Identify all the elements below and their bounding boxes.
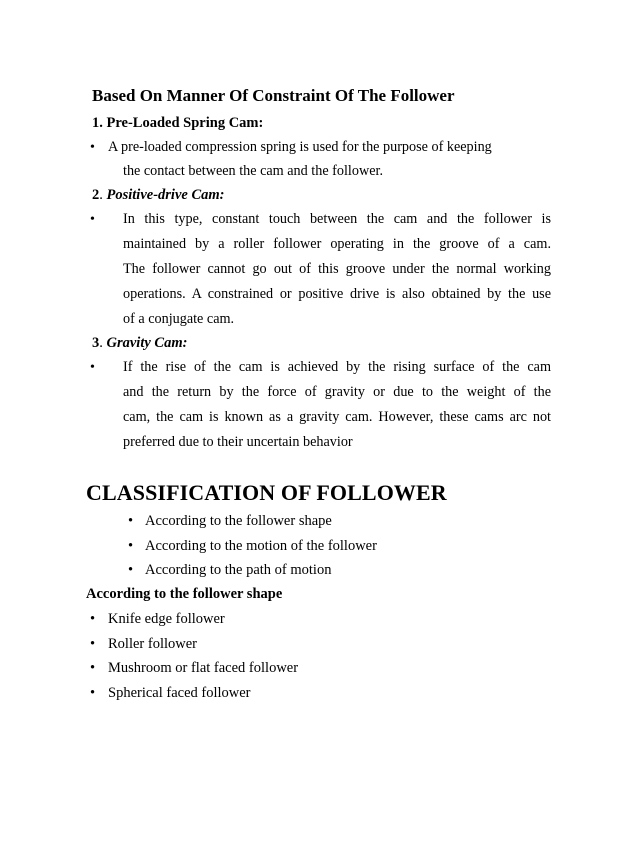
item-3-line-4: preferred due to their uncertain behavior xyxy=(123,434,353,450)
shape-item-1: Knife edge follower xyxy=(108,611,225,627)
item-3-heading xyxy=(92,335,187,352)
item-2-line-1: In this type, constant touch between the cam and the follower is xyxy=(123,211,551,227)
shape-bullet-2: • xyxy=(90,636,96,652)
classification-item-3: According to the path of motion xyxy=(145,562,332,578)
item-3-bullet: • xyxy=(90,360,95,375)
item-1-line-2: the contact between the cam and the follower. xyxy=(123,163,383,179)
item-3-line-1: If the rise of the cam is achieved by the rising surface of the cam xyxy=(123,359,551,375)
item-2-number: 2 xyxy=(92,187,100,203)
classification-heading: CLASSIFICATION OF FOLLOWER xyxy=(86,480,447,505)
item-3-dot: . xyxy=(99,335,103,351)
item-2-bullet: • xyxy=(90,212,95,227)
item-2-line-4: operations. A constrained or positive drive is also obtained by the use xyxy=(123,286,551,302)
classification-bullet-3: • xyxy=(128,562,134,578)
item-1-title: Pre-Loaded Spring Cam: xyxy=(106,115,264,131)
shape-item-4: Spherical faced follower xyxy=(108,685,251,701)
item-1-bullet: • xyxy=(90,140,95,155)
shape-bullet-1: • xyxy=(90,611,96,627)
item-3-line-2: and the return by the force of gravity or due to the weight of the xyxy=(123,384,551,400)
item-2-dot: . xyxy=(99,187,103,203)
classification-bullet-2: • xyxy=(128,538,134,554)
item-3-number: 3 xyxy=(92,335,100,351)
classification-item-2: According to the motion of the follower xyxy=(145,538,377,554)
item-2-heading xyxy=(92,187,224,204)
item-3-title: Gravity Cam: xyxy=(106,335,188,351)
classification-bullet-1: • xyxy=(128,513,134,529)
item-1-heading xyxy=(92,115,263,132)
section-heading-constraint: Based On Manner Of Constraint Of The Follower xyxy=(92,86,455,105)
item-1-number: 1. xyxy=(92,115,103,131)
item-2-line-3: The follower cannot go out of this groove under the normal working xyxy=(123,261,551,277)
classification-item-1: According to the follower shape xyxy=(145,513,332,529)
shape-item-2: Roller follower xyxy=(108,636,197,652)
shape-bullet-4: • xyxy=(90,685,96,701)
shape-item-3: Mushroom or flat faced follower xyxy=(108,660,299,676)
follower-shape-subheading: According to the follower shape xyxy=(86,586,283,602)
item-2-line-2: maintained by a roller follower operating in the groove of a cam. xyxy=(123,236,551,252)
item-3-line-3: cam, the cam is known as a gravity cam. However, these cams arc not xyxy=(123,409,551,425)
item-2-line-5: of a conjugate cam. xyxy=(123,311,235,327)
item-2-title: Positive-drive Cam: xyxy=(106,187,225,203)
item-1-line-1: A pre-loaded compression spring is used for the purpose of keeping xyxy=(108,139,492,155)
shape-bullet-3: • xyxy=(90,660,96,676)
